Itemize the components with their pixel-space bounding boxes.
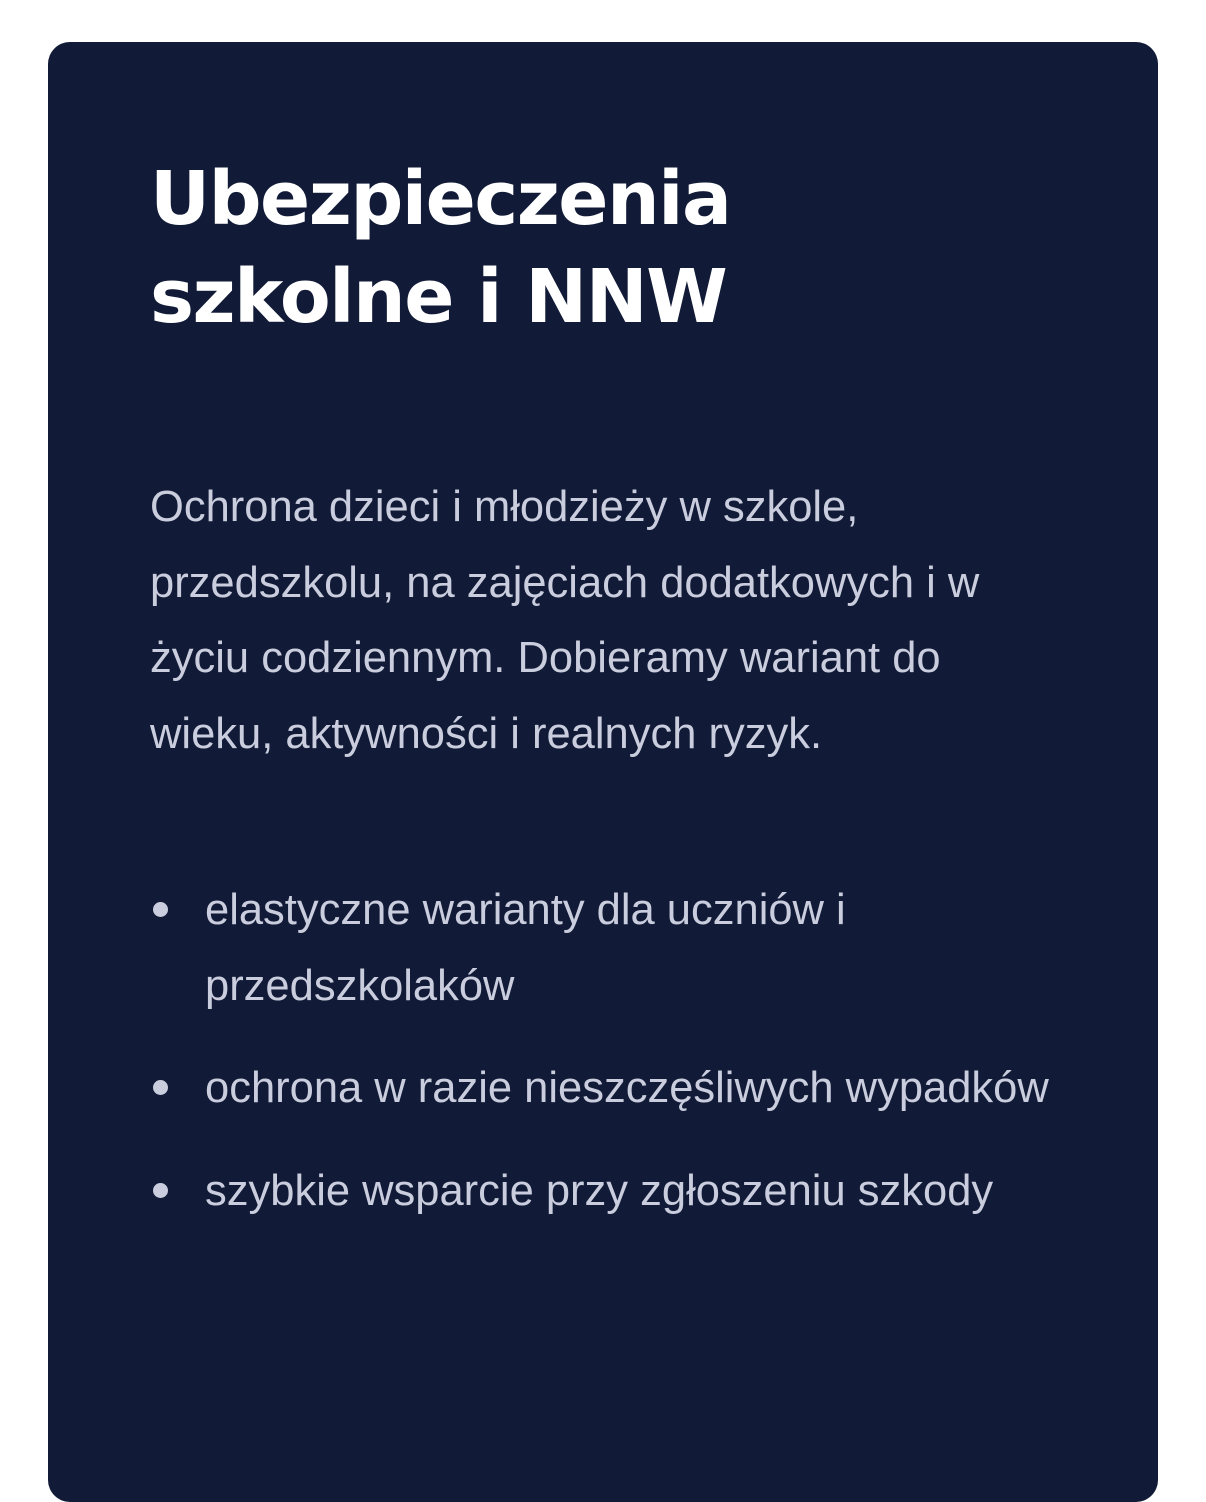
feature-item	[150, 1154, 1050, 1230]
bullet-icon	[153, 1080, 168, 1095]
feature-item	[150, 873, 1050, 1024]
insurance-card	[48, 42, 1158, 1502]
feature-text: szybkie wsparcie przy zgłoszeniu szkody	[205, 1166, 994, 1215]
bullet-icon	[153, 1183, 168, 1198]
feature-list	[150, 873, 1050, 1256]
feature-item	[150, 1051, 1050, 1127]
card-title-line-2: szkolne i NNW	[150, 254, 727, 340]
feature-text: elastyczne warianty dla uczniów i przedszkolaków	[205, 886, 846, 1010]
card-description: Ochrona dzieci i młodzieży w szkole, przedszkolu, na zajęciach dodatkowych i w życiu codziennym. Dobieramy wariant do wieku, aktywności i realnych ryzyk.	[150, 483, 980, 758]
bullet-icon	[153, 902, 168, 917]
card-title-line-1: Ubezpieczenia	[150, 156, 731, 242]
feature-text: ochrona w razie nieszczęśliwych wypadków	[205, 1064, 1049, 1112]
card-title	[150, 150, 1010, 346]
